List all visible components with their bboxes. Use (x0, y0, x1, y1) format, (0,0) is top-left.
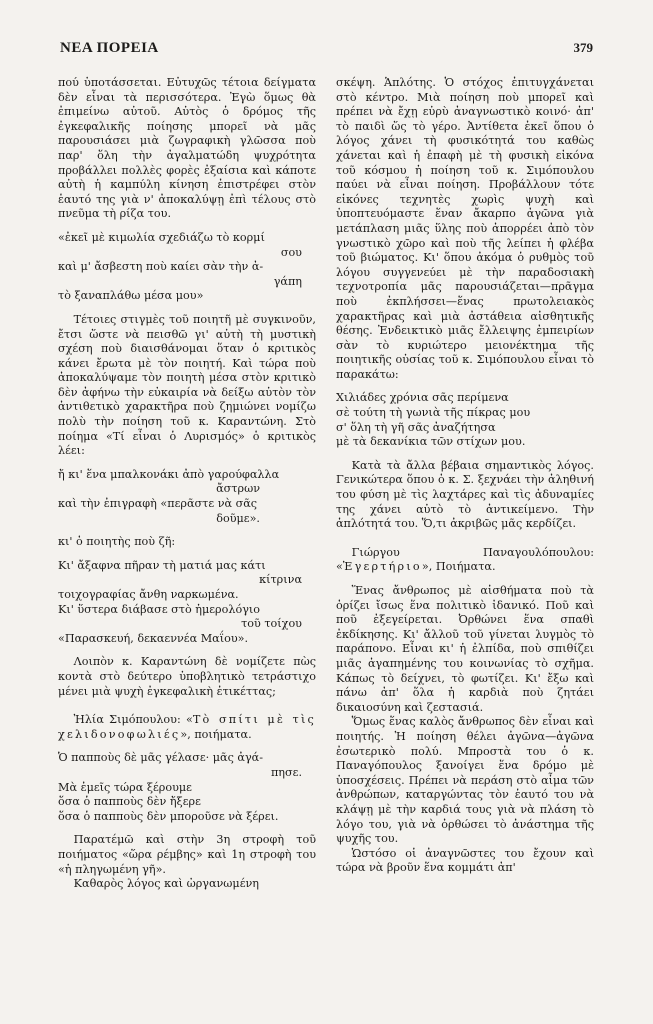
verse-line: ὅσα ὁ παπποὺς δὲν μποροῦσε νὰ ξέρει. (58, 809, 279, 823)
verse-line: τὸ ξαναπλάθω μέσα μου» (58, 289, 204, 303)
paragraph: Παρατέμῶ καὶ στὴν 3η στροφὴ τοῦ ποιήματος «ὥρα ρέμβης» καὶ 1η στροφὴ του «ἡ πληγωμένη γῆ». (58, 833, 316, 876)
page-number: 379 (573, 40, 593, 55)
right-column (336, 76, 594, 876)
verse-line: «ἐκεῖ μὲ κιμωλία σχεδιάζω τὸ κορμί (58, 230, 265, 244)
verse-quote (58, 559, 316, 647)
verse-line-cont: τοῦ τοίχου (241, 617, 302, 631)
verse-line-cont: πησε. (270, 765, 302, 779)
verse-line: μὲ τὰ δεκανίκια τῶν στίχων μου. (336, 435, 526, 449)
verse-line-cont: γάπη (273, 274, 302, 288)
review-heading (58, 713, 316, 742)
verse-quote (58, 751, 316, 824)
paragraph: Ἕνας ἄνθρωπος μὲ αἰσθήματα ποὺ τὰ ὁρίζει ἴσως ἕνα πολιτικὸ ἰδανικό. Ποῦ καὶ ποῦ ἐξεγείρεται. Ὀρθώνει ἕνα σπαθὶ ἐκδίκησης. Κι' ἄλλοῦ τοῦ γίνεται λυγμὸς τὸ παράπονο. Εἶναι κι' ἡ ἐλπίδα, ποὺ σπιθίζει μιᾶς ἀγαπημένης του κοινωνίας τὸ σχῆμα. Κάπως τὸ δείχνει, τὸ φωτίζει. Κι' ἔξω καὶ πάνω ἀπ' ὅλα ἡ καρδιὰ ποὺ ζητάει δικαιοσύνη καὶ ζεστασιά. (336, 584, 594, 714)
verse-line: Ὁ παπποὺς δὲ μᾶς γέλασε· μᾶς ἀγά- (58, 751, 263, 765)
paragraph: Ὡστόσο οἱ ἀναγνῶστες του ἔχουν καὶ τώρα νὰ βροῦν ἕνα κομμάτι ἀπ' (336, 846, 594, 875)
review-heading-author: Γιώργου Παναγουλόπουλου: « (336, 545, 594, 574)
verse-line: ἤ κι' ἕνα μπαλκονάκι ἀπὸ γαρούφαλλα (58, 467, 280, 481)
review-heading-suffix: », Ποιήματα. (421, 560, 496, 574)
paragraph: πού ὑποτάσσεται. Εὐτυχῶς τέτοια δείγματα δὲν εἶναι τὰ περισσότερα. Ἐγὼ ὅμως θὰ ἐπιμείνω αὐτοῦ. Αὐτὸς ὁ δρόμος τῆς ἐγκεφαλικῆς ποίησης μπορεῖ νὰ μᾶς παρουσιάσει μιὰ ζωγραφικὴ γλῶσσα ποὺ παρ' ὅλη τὴν ἀγαλματώδη ψυχρότητα προβάλλει πολλὲς φορὲς ἐξαίσια καὶ κάποτε αὐτὴ ἡ καμπύλη κίνηση ἐπιστρέφει στὸν ἑαυτό της γιὰ ν' ἀποκαλύψῃ ἐπὶ τέλους στὸ πνεῦμα τὴ ρίζα του. (58, 76, 316, 221)
paragraph: Τέτοιες στιγμὲς τοῦ ποιητῆ μὲ συγκινοῦν, ἔτσι ὥστε νὰ πεισθῶ γι' αὐτὴ τὴ μυστικὴ σχέση ποὺ διαισθάνομαι ὅταν ὁ κριτικὸς κάνει ἔρωτα μὲ τὸν ποιητή. Καὶ τώρα ποὺ ἀποκαλύψαμε τὸν ποιητὴ μέσα στὸν κριτικὸ δὲν ἀφήνω τὴν εὐκαιρία νὰ δείξω αὐτὸν τὸν ἀντιθετικὸ χαρακτῆρα ποὺ ζημιώνει νομίζω πολὺ τὴν ποίηση τοῦ κ. Καραντώνη. Στὸ ποίημα «Τί εἶναι ὁ Λυρισμός» ὁ κριτικὸς λέει: (58, 312, 316, 458)
review-heading-suffix: », ποιήματα. (180, 727, 252, 741)
verse-line: ὅσα ὁ παπποὺς δὲν ἤξερε (58, 795, 201, 809)
verse-line: Κι' ὕστερα διάβασε στὸ ἡμερολόγιο (58, 602, 261, 616)
paragraph: κι' ὁ ποιητὴς ποὺ ζῆ: (58, 535, 176, 549)
verse-quote (58, 231, 316, 304)
paragraph: Κατὰ τὰ ἄλλα βέβαια σημαντικὸς λόγος. Γενικώτερα ὅπου ὁ κ. Σ. ξεχνάει τὴν ἀληθινή του φύση μὲ τὶς λαχτάρες καὶ τὶς ἀδυναμίες της χάνει αὐτὸ τὸ ἀντικείμενο. Τὴν ἁπλότητά του. Ὅ,τι ἀκριβῶς μᾶς κερδίζει. (336, 458, 594, 531)
verse-line: Μὰ ἐμεῖς τώρα ξέρουμε (58, 780, 192, 794)
left-column (58, 76, 316, 892)
review-heading (336, 546, 594, 575)
verse-line: Χιλιάδες χρόνια σᾶς περίμενα (336, 391, 509, 405)
verse-quote (58, 468, 316, 526)
running-header (60, 40, 593, 62)
verse-line: σ' ὅλη τὴ γῆ σᾶς ἀναζήτησα (336, 420, 496, 434)
verse-quote (336, 391, 594, 449)
review-heading-author: Ἠλία Σιμόπουλου: « (73, 713, 193, 727)
verse-line-cont: ἄστρων (216, 482, 260, 496)
verse-line-cont: δοῦμε». (216, 511, 260, 525)
paragraph: σκέψη. Ἁπλότης. Ὁ στόχος ἐπιτυγχάνεται στὸ κέντρο. Μιὰ ποίηση ποὺ μπορεῖ καὶ πρέπει νὰ ἔχῃ εὐρὺ ἀναγνωστικὸ κοινό· ἀπ' τὸ παιδὶ ὥς τὸ γέρο. Ἀντίθετα ἐκεῖ ὅπου ὁ λόγος χάνει τὴ φυσικότητά του καθὼς χάνεται καὶ ἡ ἐπαφὴ μὲ τὴ φυσικὴ εἰκόνα τοῦ κόσμου ἡ ποίηση τοῦ κ. Σιμόπουλου παύει νὰ εἶναι ποίηση. Προβάλλουν τότε εἰκόνες τεχνητὲς χωρὶς ψυχὴ καὶ ὑποπτευόμαστε ἕναν ἄκαρπο ἀγῶνα γιὰ μετάπλαση μιᾶς ὕλης ποὺ ἀπορρέει ἀπὸ τὸν γνωστικὸ χῶρο καὶ ποὺ τῆς λείπει ἡ φλέβα τοῦ βιώματος. Κι' ὅπου ἀκόμα ὁ ρυθμὸς τοῦ λόγου συγγενεύει μὲ τὴν παραδοσιακὴ τεχνοτροπία μᾶς παρουσιάζεται—πρᾶγμα ποὺ ἐκπλήσσει—ἕνας πρωτολειακὸς χαρακτῆρας καὶ μιὰ ἀστάθεια αἰσθητικῆς θέσης. Ἐνδεικτικὸ μιᾶς ἔλλειψης ἐμπειρίων σὰν τὸ κυριώτερο μειονέκτημα τῆς ποιητικῆς οὐσίας τοῦ κ. Σιμόπουλου εἶναι τὸ παρακάτω: (336, 76, 594, 381)
journal-title: ΝΕΑ ΠΟΡΕΙΑ (60, 40, 159, 56)
paragraph: Λοιπὸν κ. Καραντώνη δὲ νομίζετε πὼς κοντὰ στὸ δεύτερο ὑποβλητικὸ τετράστιχο μένει μιὰ ψυχὴ ἐγκεφαλικὴ ἐτικέττας; (58, 655, 316, 698)
review-heading-book-title: Τὸ σπίτι μὲ τὶς χελιδονοφωλιές (58, 713, 316, 741)
verse-line-cont: σου (280, 245, 302, 259)
verse-line: τοιχογραφίας ἄνθη ναρκωμένα. (58, 588, 239, 601)
paragraph: Καθαρὸς λόγος καὶ ὠργανωμένη (73, 877, 260, 891)
verse-line: καὶ μ' ἄσβεστη ποὺ καίει σὰν τὴν ἀ- (58, 260, 264, 274)
review-heading-book-title: Ἐγερτήριο (342, 560, 422, 574)
verse-line: Κι' ἄξαφνα πῆραν τὴ ματιά μας κάτι (58, 558, 266, 572)
verse-line: «Παρασκευή, δεκαεννέα Μαΐου». (58, 631, 249, 645)
paragraph: Ὅμως ἕνας καλὸς ἄνθρωπος δὲν εἶναι καὶ ποιητής. Ἡ ποίηση θέλει ἀγῶνα—ἀγῶνα ἐσωτερικὸ πολύ. Μπροστὰ του ὁ κ. Παναγόπουλος ξανοίγει ἕνα δρόμο μὲ ὑποσχέσεις. Πρέπει νὰ περάση στὸ αἷμα τῶν ἀνθρώπων, καταργώντας τὸν ἑαυτό του νὰ κλάψῃ μὲ τὴν καρδιά τους γιὰ νὰ πλάση τὸ λόγο του, γιὰ νὰ ὀρθώσει τὸ ἀνάστημα τῆς ψυχῆς του. (336, 715, 594, 846)
verse-line: σὲ τούτη τὴ γωνιὰ τῆς πίκρας μου (336, 406, 531, 420)
verse-line: καὶ τὴν ἐπιγραφὴ «περᾶστε νὰ σᾶς (58, 497, 258, 511)
verse-line-cont: κίτρινα (259, 573, 302, 587)
